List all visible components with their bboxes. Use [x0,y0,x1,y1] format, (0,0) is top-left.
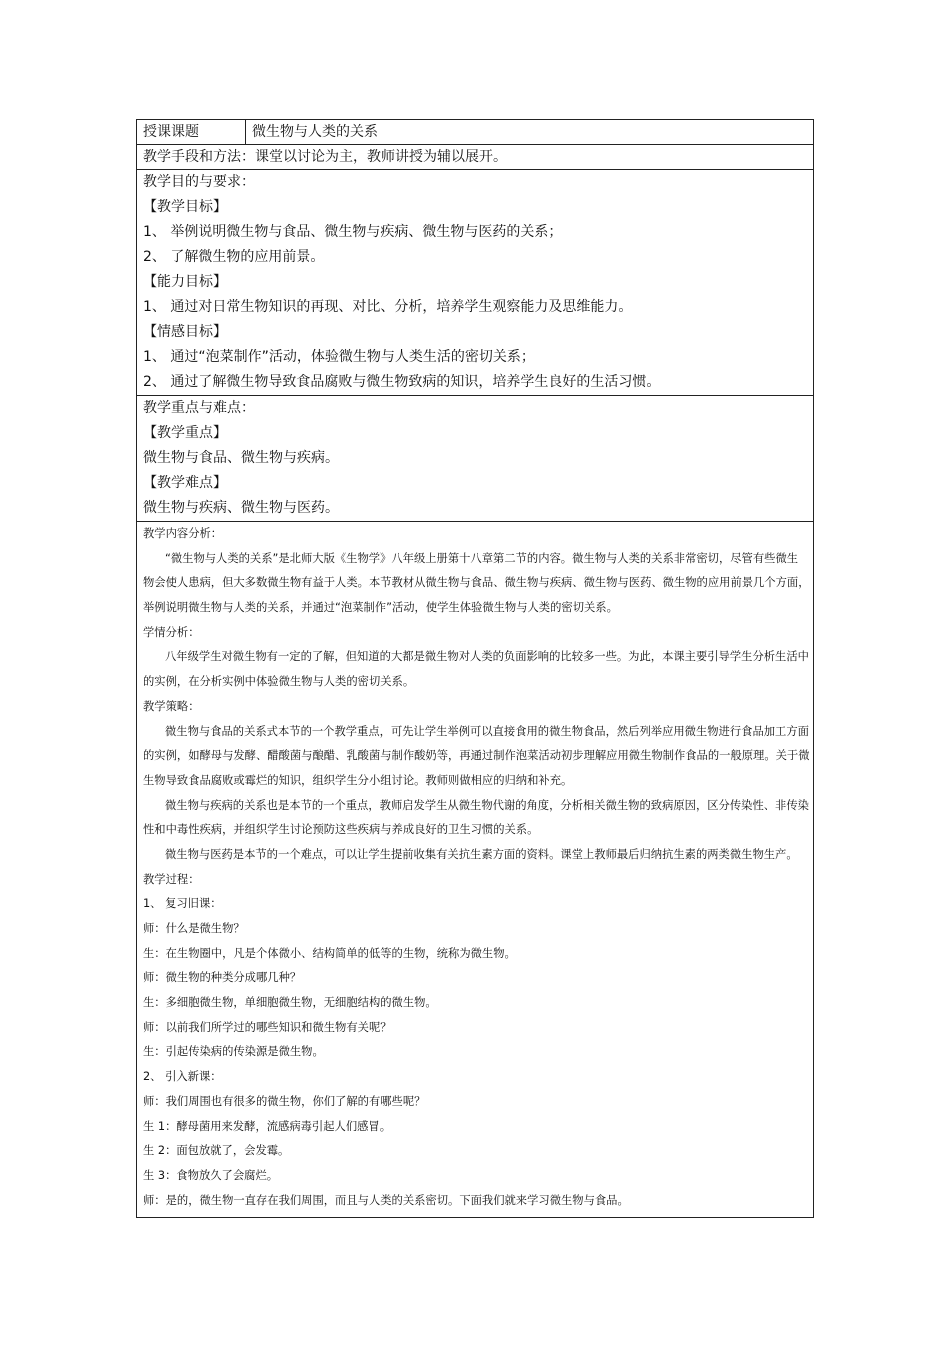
content-analysis-title: 教学内容分析： [143,527,223,540]
objectives-cell [137,170,814,396]
strategy-title: 教学策略： [143,699,200,713]
method-text: 教学手段和方法：课堂以讨论为主，教师讲授为辅以展开。 [137,145,814,170]
key-text: 微生物与食品、微生物与疾病。 [143,450,339,466]
topic-row [137,120,814,145]
difficult-title: 【教学难点】 [143,475,227,491]
dialogue-line: 生：多细胞微生物，单细胞微生物，无细胞结构的微生物。 [143,996,437,1010]
method-row [137,145,814,170]
strategy-line: 性和中毒性疾病，并组织学生讨论预防这些疾病与养成良好的卫生习惯的关系。 [143,823,539,837]
dialogue-line: 师：是的，微生物一直存在我们周围，而且与人类的关系密切。下面我们就来学习微生物与食品。 [143,1193,629,1207]
strategy-line: 微生物与疾病的关系也是本节的一个重点，教师启发学生从微生物代谢的角度，分析相关微生物的致病原因，区分传染性、非传染 [165,798,809,812]
process-title: 教学过程： [143,872,200,886]
strategy-line: 生物导致食品腐败或霉烂的知识，组织学生分小组讨论。教师则做相应的归纳和补充。 [143,773,573,787]
student-line: 八年级学生对微生物有一定的了解，但知道的大都是微生物对人类的负面影响的比较多一些。为此，本课主要引导学生分析生活中 [165,650,809,664]
analysis-cell [137,522,814,1218]
strategy-line: 微生物与医药是本节的一个难点，可以让学生提前收集有关抗生素方面的资料。课堂上教师最后归纳抗生素的两类微生物生产。 [165,847,798,861]
objectives-title: 教学目的与要求： [143,174,255,190]
dialogue-line: 生：在生物圈中，凡是个体微小、结构简单的低等的生物，统称为微生物。 [143,946,516,960]
teaching-goal-1: 1、 举例说明微生物与食品、微生物与疾病、微生物与医药的关系； [143,224,563,240]
dialogue-line: 生 3：食物放久了会腐烂。 [143,1168,279,1182]
student-analysis-title: 学情分析： [143,625,200,639]
key-title: 【教学重点】 [143,425,227,441]
key-points-cell [137,396,814,522]
dialogue-line: 师：什么是微生物？ [143,922,245,935]
teaching-goal-title: 【教学目标】 [143,199,227,215]
objectives-row [137,170,814,396]
topic-value: 微生物与人类的关系 [246,120,814,145]
dialogue-line: 生 1：酵母菌用来发酵，流感病毒引起人们感冒。 [143,1119,392,1133]
teaching-goal-2: 2、 了解微生物的应用前景。 [143,249,325,265]
content-line: 举例说明微生物与人类的关系，并通过“泡菜制作”活动，使学生体验微生物与人类的密切关系。 [143,601,618,615]
emotion-goal-1: 1、 通过“泡菜制作”活动，体验微生物与人类生活的密切关系； [143,349,535,365]
dialogue-line: 师：微生物的种类分成哪几种？ [143,971,302,985]
lesson-plan-table [136,119,814,1218]
student-line: 的实例，在分析实例中体验微生物与人类的密切关系。 [143,675,415,689]
dialogue-line: 师：以前我们所学过的哪些知识和微生物有关呢？ [143,1020,392,1034]
dialogue-line: 师：我们周围也有很多的微生物，你们了解的有哪些呢？ [143,1094,426,1108]
intro-title: 2、 引入新课： [143,1070,222,1084]
dialogue-line: 生：引起传染病的传染源是微生物。 [143,1045,324,1059]
difficult-text: 微生物与疾病、微生物与医药。 [143,500,339,516]
lesson-plan-document [136,119,814,1218]
strategy-line: 的实例，如酵母与发酵、醋酸菌与酿醋、乳酸菌与制作酸奶等，再通过制作泡菜活动初步理解应用微生物制作食品的一般原理。关于微 [143,749,810,763]
analysis-row [137,522,814,1218]
key-points-title: 教学重点与难点： [143,400,255,416]
emotion-goal-title: 【情感目标】 [143,324,227,340]
content-line: “微生物与人类的关系”是北师大版《生物学》八年级上册第十八章第二节的内容。微生物与人类的关系非常密切，尽管有些微生 [165,551,799,565]
ability-goal-title: 【能力目标】 [143,274,227,290]
dialogue-line: 生 2：面包放就了，会发霉。 [143,1144,290,1158]
review-title: 1、 复习旧课： [143,897,222,911]
strategy-line: 微生物与食品的关系式本节的一个教学重点，可先让学生举例可以直接食用的微生物食品，然后列举应用微生物进行食品加工方面 [165,724,809,738]
key-points-row [137,396,814,522]
content-line: 物会使人患病，但大多数微生物有益于人类。本节教材从微生物与食品、微生物与疾病、微生物与医药、微生物的应用前景几个方面， [143,576,810,590]
ability-goal-1: 1、 通过对日常生物知识的再现、对比、分析，培养学生观察能力及思维能力。 [143,299,633,315]
topic-label: 授课课题 [137,120,246,145]
emotion-goal-2: 2、 通过了解微生物导致食品腐败与微生物致病的知识，培养学生良好的生活习惯。 [143,374,661,390]
